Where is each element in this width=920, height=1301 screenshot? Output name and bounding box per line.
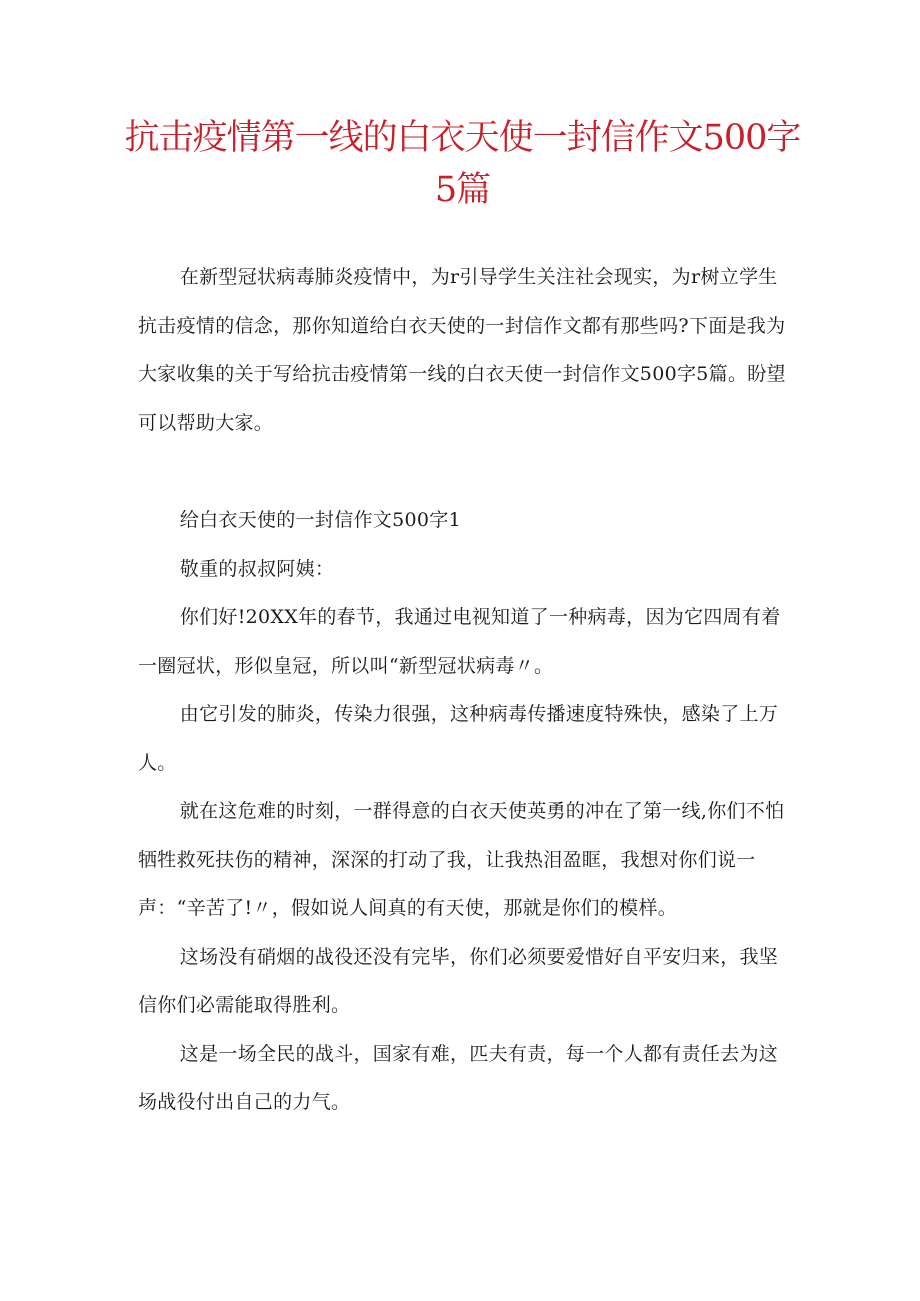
- section-heading: 给白衣天使的一封信作文500字1: [179, 509, 461, 531]
- letter-paragraph: 这是一场全民的战斗，国家有难，匹夫有责，每一个人都有责任去为这场战役付出自己的力气。: [138, 1042, 779, 1113]
- intro-section: [138, 253, 788, 447]
- letter-paragraph: 这场没有硝烟的战役还没有完毕，你们必须要爱惜好自平安归来，我坚信你们必需能取得胜利。: [138, 945, 779, 1016]
- intro-paragraph: 在新型冠状病毒肺炎疫情中，为r引导学生关注社会现实，为r树立学生抗击疫情的信念，那你知道给白衣天使的一封信作文都有那些吗?下面是我为大家收集的关于写给抗击疫情第一线的白衣天使一封信作文500字5篇。盼望可以帮助大家。: [138, 266, 786, 434]
- letter-paragraph: 你们好!20XX年的春节，我通过电视知道了一种病毒，因为它四周有着一圈冠状，形似皇冠，所以叫“新型冠状病毒〃。: [138, 606, 781, 677]
- document-title: 抗击疫情第一线的白衣天使一封信作文500字5篇: [124, 118, 801, 210]
- letter-section: [138, 496, 788, 1127]
- salutation: 敬重的叔叔阿姨：: [179, 557, 335, 580]
- letter-paragraph: 就在这危难的时刻，一群得意的白衣天使英勇的冲在了第一线,你们不怕牺牲救死扶伤的精神，深深的打动了我，让我热泪盈眶，我想对你们说一声：“辛苦了!〃，假如说人间真的有天使，那就是你们的模样。: [138, 800, 785, 919]
- letter-paragraph: 由它引发的肺炎，传染力很强，这种病毒传播速度特殊快，感染了上万人。: [138, 703, 779, 774]
